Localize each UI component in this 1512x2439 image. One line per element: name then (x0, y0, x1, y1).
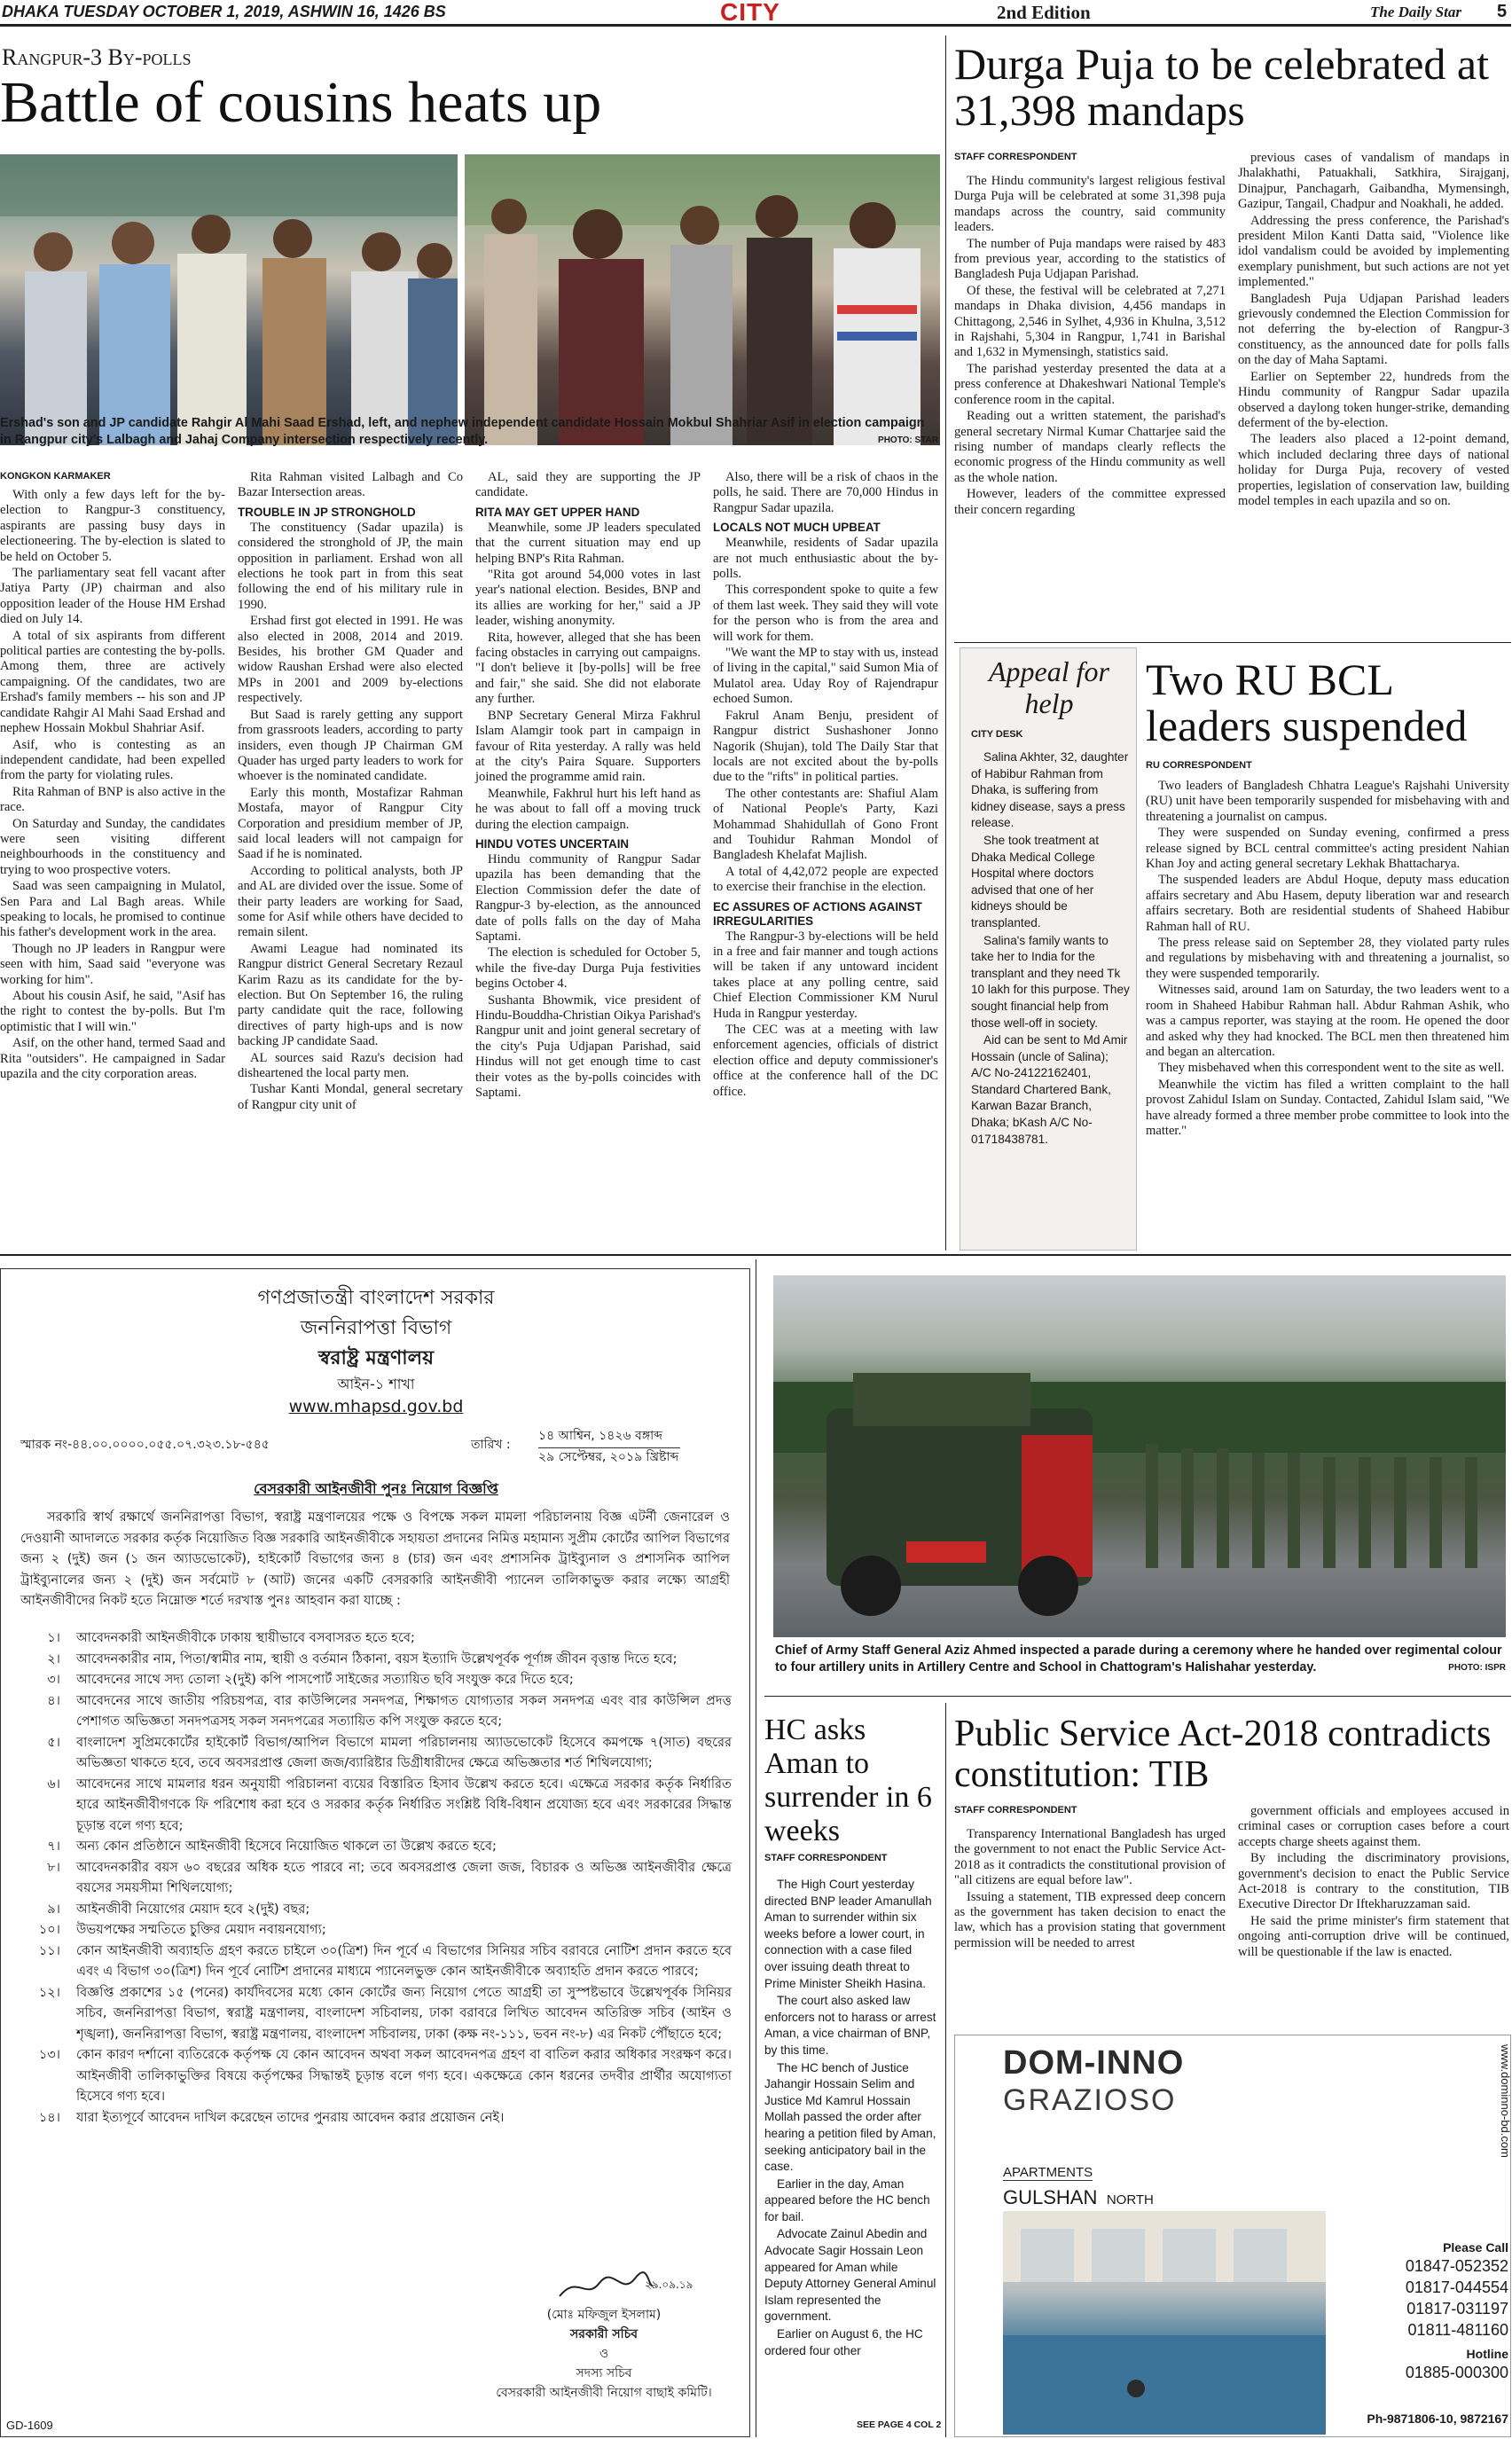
contact-block (1335, 2239, 1508, 2383)
paragraph: The court also asked law enforcers not to harass or arrest Aman, a vice chairman of BNP, by this time. (764, 1994, 936, 2057)
paragraph: Witnesses said, around 1am on Saturday, the two leaders went to a room in Shaheed Habibur Rahman hall. Abdur Rahman Ashik, who was a campus reporter, was staying at the room. He opened the door and asked why they had knocked. The BCL men then threatened him and began an altercation. (1146, 983, 1509, 1059)
photo-credit: PHOTO: ISPR (1448, 1663, 1506, 1673)
col-2-body-b (238, 521, 463, 1113)
paragraph: They were suspended on Sunday evening, confirmed a press release signed by BCL central committee's acting president Nahian Khan Joy and acting general secretary Lekhak Bhattacharya. (1146, 826, 1509, 872)
paragraph: previous cases of vandalism of mandaps in Jhalakhathi, Patuakhali, Satkhira, Sirajganj, Dinajpur, Panchagarh, Gaibandha, Mymensingh, Gazipur, Tangail, Chadpur and Noakhali, he added. (1238, 151, 1509, 212)
photo-saad-campaign (0, 154, 458, 445)
apartments-label: APARTMENTS (1003, 2165, 1093, 2180)
col-4-body-b (713, 536, 938, 895)
parade-scene (773, 1275, 1506, 1637)
condition-number: ৯। (47, 1901, 60, 1917)
byline: CITY DESK (971, 729, 1023, 740)
story-headline: Public Service Act-2018 contradicts constitution: TIB (954, 1714, 1492, 1795)
condition-number: ১২। (38, 1984, 60, 2000)
location-main: GULSHAN (1003, 2186, 1098, 2208)
location-sub: NORTH (1106, 2192, 1154, 2208)
paragraph: The Hindu community's largest religious festival Durga Puja will be celebrated at some 31,398 puja mandaps across the country, said community leaders. (954, 174, 1226, 235)
notice-conditions (1, 1627, 732, 2128)
paragraph: Of these, the festival will be celebrated at 7,271 mandaps in Dhaka division, 4,456 mandaps in Chittagong, 2,546 in Sylhet, 4,936 in Khulna, 3,512 in Rajshahi, 5,304 in Rangpur, 1,741 in Barishal and 1,632 in Mymensingh, statistics said. (954, 283, 1226, 360)
paragraph: government officials and employees accused in criminal cases or corruption cases before a court accepts charge sheets against them. (1238, 1804, 1509, 1849)
col-1-body (954, 174, 1226, 518)
paragraph: The other contestants are: Shafiul Alam of National People's Party, Kazi Mohammad Shahidullah of Gono Front and Touhidur Rahman Mondol of Bangladesh Khelafat Majlish. (713, 786, 938, 863)
date-bengali: ১৪ আশ্বিন, ১৪২৬ বঙ্গাব্দ (538, 1426, 680, 1448)
col-2 (1238, 1804, 1509, 1961)
col-3-body-b (475, 521, 701, 833)
col-1-body (954, 1827, 1226, 1951)
paragraph: "Rita got around 54,000 votes in last year's national election. Besides, BNP and its allies are working for her," said a JP leader, wishing anonymity. (475, 568, 701, 629)
condition-item (1, 1919, 732, 1941)
paragraph: Bangladesh Puja Udjapan Parishad leaders grievously condemned the Election Commission for not deferring the by-election of Rangpur-3 constituency, as the announced date for polls falls on the day of Maha Saptami. (1238, 291, 1509, 368)
govt-notice (0, 1268, 750, 2437)
call-label: Please Call (1443, 2240, 1508, 2255)
paragraph: About his cousin Asif, he said, "Asif has the right to contest the by-polls. But I'm optimistic that I will win." (0, 989, 225, 1034)
photo-parade (773, 1275, 1506, 1637)
brand-logo: DOM-INNO (1003, 2044, 1185, 2082)
paragraph: With only a few days left for the by-election to Rangpur-3 constituency, aspirants are passing busy days in electioneering. The by-election is slated to be held on October 5. (0, 488, 225, 564)
col-3-body-c (475, 852, 701, 1102)
col-1 (0, 470, 225, 1242)
condition-item (1, 1836, 732, 1857)
story-hc-aman (764, 1703, 945, 2437)
condition-number: ১। (47, 1630, 60, 1645)
paragraph: Earlier in the day, Aman appeared before the HC bench for bail. (764, 2176, 930, 2223)
col-1 (954, 1827, 1226, 1952)
condition-item (1, 1690, 732, 1732)
website-link[interactable]: www.mhapsd.gov.bd (288, 1397, 464, 1416)
subhead-locals: LOCALS NOT MUCH UPBEAT (713, 521, 881, 535)
col-4-body-c (713, 929, 938, 1100)
paragraph: Earlier on August 6, the HC ordered four other (764, 2327, 923, 2357)
signature-committee: বেসরকারী আইনজীবী নিয়োগ বাছাই কমিটি। (496, 2386, 712, 2400)
date-english: ২৯ সেপ্টেম্বর, ২০১৯ খ্রিষ্টাব্দ (538, 1450, 679, 1464)
paragraph: Meanwhile the victim has filed a written complaint to the hall provost Zahidul Islam on Sunday. Contacted, Zahidul Islam said, "We have already formed a three member probe committee to look into the matter." (1146, 1077, 1509, 1138)
paragraph: A total of 4,42,072 people are expected to exercise their franchise in the election. (713, 864, 938, 895)
paragraph: Hindu community of Rangpur Sadar upazila has been demanding that the Election Commission defer the date of Rangpur-3 by-election, as the announced date of polls falls on the day of Maha Saptami. (475, 851, 701, 944)
paragraph: Rita Rahman visited Lalbagh and Co Bazar Intersection areas. (238, 470, 463, 500)
col-2 (1238, 151, 1509, 671)
paper-name: The Daily Star (1370, 4, 1461, 20)
condition-number: ৮। (47, 1859, 60, 1875)
header-line1: গণপ্রজাতন্ত্রী বাংলাদেশ সরকার (257, 1287, 495, 1309)
paragraph: Though no JP leaders in Rangpur were seen with him, Saad said "everyone was working for him". (0, 941, 225, 987)
paragraph: Issuing a statement, TIB expressed deep concern as the government has taken decision to enact the law, which has a provision stating that government permission will be needed to arrest (954, 1889, 1226, 1950)
condition-text: আবেদনের সাথে জাতীয় পরিচয়পত্র, বার কাউন্সিলের সনদপত্র, শিক্ষাগত যোগ্যতার সকল সনদপত্র এবং বার কাউন্সিল প্রদত্ত পেশাগত অভিজ্ঞতা সনদপত্রসহ সকল সনদপত্রের সত্যায়িত কপি সংযুক্ত করতে হবে; (76, 1692, 732, 1729)
appeal-body (971, 749, 1131, 1149)
story-tib (954, 1703, 1511, 2026)
story-headline: Two RU BCL leaders suspended (1146, 655, 1468, 750)
byline: STAFF CORRESPONDENT (954, 1805, 1077, 1816)
paragraph: The HC bench of Justice Jahangir Hossain Selim and Justice Md Kamrul Hossain Mollah passed the order after hearing a petition filed by Aman, seeking anticipatory bail in the case. (764, 2060, 936, 2174)
project-name: GRAZIOSO (1003, 2083, 1177, 2117)
byline: KONGKON KARMAKER (0, 471, 111, 482)
notice-title: বেসরকারী আইনজীবী পুনঃ নিয়োগ বিজ্ঞপ্তি (254, 1480, 498, 1497)
col-4 (713, 470, 938, 1242)
paragraph: According to political analysts, both JP and AL are divided over the issue. Some of their party leaders are working for Saad, some for Asif while others have decided to remain silent. (238, 863, 463, 940)
paragraph: The leaders also placed a 12-point demand, which included declaring three days of national holiday for Durga Puja, recovery of vested properties, legislation of conservation law, building model temples in each upazila and so on. (1238, 432, 1509, 508)
subhead-hindu: HINDU VOTES UNCERTAIN (475, 836, 630, 851)
col-3-body-a (475, 470, 701, 501)
col-4-body-a (713, 470, 938, 516)
condition-number: ৫। (47, 1734, 60, 1750)
condition-number: ১৪। (38, 2109, 60, 2125)
paragraph: The press release said on September 28, they violated party rules and regulations by misbehaving with and threatening a journalist, so they were suspended temporarily. (1146, 936, 1509, 981)
phone-number[interactable]: 01817-044554 (1405, 2278, 1508, 2296)
paragraph: Meanwhile, residents of Sadar upazila are not much enthusiastic about the by-polls. (713, 536, 938, 582)
condition-item (1, 1649, 732, 1670)
paragraph: AL sources said Razu's decision had disheartened the local party men. (238, 1050, 463, 1081)
condition-text: বিজ্ঞপ্তি প্রকাশের ১৫ (পনের) কার্যদিবসের মধ্যে কোন কোর্টের জন্য নিয়োগ পেতে আগ্রহী তা সুস্পষ্টভাবে উল্লেখপূর্বক সিনিয়র সচিব, জননিরাপত্তা বিভাগ, স্বরাষ্ট্র মন্ত্রণালয়, বাংলাদেশ সচিবালয়, ঢাকা বরাবরে লিখিত আবেদন অতিরিক্ত সচিব (আইন ও শৃঙ্খলা), জননিরাপত্তা বিভাগ, স্বরাষ্ট্র মন্ত্রণালয়, বাংলাদেশ সচিবালয়, ঢাকা (কক্ষ নং-১১১, ভবন নং-৮) এর নিকট পৌঁছাতে হবে; (76, 1984, 732, 2042)
paragraph: A total of six aspirants from different political parties are contesting the by-polls. Among them, three are actively campaigning. Of the candidates, two are Ershad's family members -- his son and JP candidate Rahgir Al Mahi Saad Ershad and nephew Hossain Mokbul Shahriar Asif. (0, 628, 225, 736)
col-2-body (1238, 1804, 1509, 1960)
condition-text: আবেদনকারীর নাম, পিতা/স্বামীর নাম, স্থায়ী ও বর্তমান ঠিকানা, বয়স ইত্যাদি উল্লেখপূর্বক পূর্ণাঙ্গ জীবন বৃত্তান্ত দিতে হবে; (76, 1651, 678, 1667)
phone-number[interactable]: 01811-481160 (1407, 2321, 1508, 2339)
location-label (1003, 2186, 1154, 2209)
caption-text: Chief of Army Staff General Aziz Ahmed inspected a parade during a ceremony where he handed over regimental colour to four artillery units in Artillery Centre and School in Chattogram's Halishahar yesterday. (775, 1643, 1502, 1674)
signature-role: সদস্য সচিব (576, 2366, 632, 2380)
subhead-rita: RITA MAY GET UPPER HAND (475, 505, 640, 519)
divider-v3 (945, 1703, 946, 2437)
paragraph: The election is scheduled for October 5, while the five-day Durga Puja festivities begins October 4. (475, 945, 701, 992)
hotline-label: Hotline (1466, 2347, 1508, 2361)
paragraph: The number of Puja mandaps were raised by 483 from previous year, according to the statistics of Bangladesh Puja Udjapan Parishad. (954, 236, 1226, 282)
header-line2: জননিরাপত্তা বিভাগ (300, 1317, 452, 1339)
condition-item (1, 1627, 732, 1649)
divider-v1 (945, 35, 946, 1251)
paragraph: Aid can be sent to Md Amir Hossain (uncle of Salina); A/C No-24122162401, Standard Chartered Bank, Karwan Bazar Branch, Dhaka; bKash A/C No-01718438781. (971, 1033, 1128, 1146)
photo-caption (775, 1643, 1506, 1676)
signature-title: সরকারী সচিব (570, 2327, 638, 2341)
divider-h-right (954, 642, 1511, 643)
condition-item (1, 1669, 732, 1690)
story-kicker: Rangpur-3 By-polls (2, 44, 192, 70)
hc-body (764, 1877, 938, 2360)
paragraph: Meanwhile, some JP leaders speculated that the current situation may end up helping BNP's Rita Rahman. (475, 520, 701, 566)
col-2-body (1238, 151, 1509, 509)
condition-text: আবেদনকারী আইনজীবীকে ঢাকায় স্থায়ীভাবে বসবাসরত হতে হবে; (76, 1630, 415, 1645)
paragraph: The CEC was at a meeting with law enforcement agencies, officials of district election office and deputy commissioner's office at the conference hall of the DC office. (713, 1023, 938, 1099)
edition-label: 2nd Edition (997, 2, 1091, 23)
condition-number: ৩। (47, 1672, 60, 1687)
condition-item (1, 1732, 732, 1774)
date-label: তারিখ : (471, 1438, 511, 1452)
story-parade (764, 1268, 1511, 1694)
paragraph: By including the discriminatory provisions, government's decision to enact the Public Service Act-2018 is contrary to the constitution, TIB Executive Director Dr Iftekharuzzaman said. (1238, 1851, 1509, 1912)
story-headline: Durga Puja to be celebrated at 31,398 mandaps (954, 39, 1490, 135)
jump-line[interactable]: SEE PAGE 4 COL 2 (857, 2419, 942, 2430)
signature-name: (মোঃ মফিজুল ইসলাম) (546, 2308, 662, 2322)
paragraph: The suspended leaders are Abdul Hoque, deputy mass education affairs secretary and Abu Hasem, deputy liberation war and research affairs secretary. Both are residential students of Shaheed Habibur Rahman hall of RU. (1146, 873, 1509, 934)
signature-block (471, 2270, 737, 2403)
appeal-text (971, 749, 1131, 1148)
story-rangpur (0, 32, 947, 1247)
divider-h-lower (764, 1696, 1511, 1697)
condition-text: যারা ইত্যপূর্বে আবেদন দাখিল করেছেন তাদের পুনরায় আবেদন করার প্রয়োজন নেই। (76, 2109, 505, 2125)
condition-number: ১১। (38, 1942, 60, 1958)
phone-number[interactable]: 01817-031197 (1406, 2300, 1508, 2317)
condition-number: ৭। (47, 1839, 60, 1854)
story-ru-bcl (1146, 647, 1511, 1251)
col-1 (954, 174, 1226, 671)
paragraph: On Saturday and Sunday, the candidates were seen visiting different neighbourhoods in the constituency and trying to woo prospective voters. (0, 816, 225, 877)
story-headline: HC asks Aman to surrender in 6 weeks (764, 1714, 932, 1847)
ru-body (1146, 779, 1509, 1140)
condition-text: আইনজীবী নিয়োগের মেয়াদ হবে ২(দুই) বছর; (76, 1901, 310, 1917)
ad-code: GD-1609 (6, 2419, 53, 2432)
memo-number: স্মারক নং-৪৪.০০.০০০০.০৫৫.০৭.৩২৩.১৮-৫৪৫ (20, 1438, 270, 1452)
paragraph: They misbehaved when this correspondent went to the site as well. (1158, 1061, 1505, 1076)
story-headline: Battle of cousins heats up (0, 70, 602, 135)
condition-text: অন্য কোন প্রতিষ্ঠানে আইনজীবী হিসেবে নিয়োজিত থাকলে তা উল্লেখ করতে হবে; (76, 1839, 497, 1854)
signature-date: ২৯.০৯.১৯ (645, 2278, 693, 2291)
page-number: 5 (1497, 2, 1508, 21)
condition-text: কোন আইনজীবী অব্যাহতি গ্রহণ করতে চাইলে ৩০(ত্রিশ) দিন পূর্বে এ বিভাগের সিনিয়র সচিব বরাবরে নোটিশ প্রদান করতে হবে এবং এ বিভাগ ৩০(ত্রিশ) দিন পূর্বে নোটিশ প্রদানের মাধ্যমে প্যানেলভুক্ত কোন আইনজীবীকে অব্যাহতি প্রদান করতে পারবে; (76, 1942, 732, 1979)
dateline: DHAKA TUESDAY OCTOBER 1, 2019, ASHWIN 16, 1426 BS (2, 3, 446, 20)
condition-item (1, 2044, 732, 2107)
paragraph: The Rangpur-3 by-elections will be held in a free and fair manner and tough actions will be taken if any untoward incident takes place at any polling centre, said Chief Election Commissioner KM Nurul Huda in Rangpur yesterday. (713, 929, 938, 1021)
crowd-figures (0, 154, 458, 445)
paragraph: Salina's family wants to take her to India for the transplant and they need Tk 10 lakh for this purpose. They sought financial help from those well-off in society. (971, 933, 1130, 1030)
signature-and: ও (599, 2347, 609, 2361)
paragraph: However, leaders of the committee expressed their concern regarding (954, 487, 1226, 517)
condition-number: ৪। (47, 1692, 60, 1708)
paragraph: "We want the MP to stay with us, instead of living in the capital," said Sumon Mia of Mulatol area. Uday Roy of Rajendrapur echoed Sumon. (713, 646, 938, 707)
story-durga-puja (954, 32, 1511, 653)
divider-h-main (0, 1254, 1511, 1256)
condition-item (1, 2107, 732, 2129)
subhead-ec: EC ASSURES OF ACTIONS AGAINST IRREGULARITIES (713, 899, 922, 928)
paragraph: He said the prime minister's firm statement that ongoing anti-corruption drive will be continued, will be questionable if the law is enacted. (1238, 1913, 1509, 1959)
paragraph: The parliamentary seat fell vacant after Jatiya Party (JP) chairman and also opposition leader of the House HM Ershad died on July 14. (0, 566, 225, 627)
paragraph: Tushar Kanti Mondal, general secretary of Rangpur city unit of (238, 1082, 463, 1112)
paragraph: Sushanta Bhowmik, vice president of Hindu-Bouddha-Christian Oikya Parishad's Rangpur unit and joint general secretary of the city's Puja Udjapan Parishad, said Hindus will not get enough time to cast their votes as the by-polls coincides with Saptami. (475, 992, 701, 1101)
paragraph: Also, there will be a risk of chaos in the polls, he said. There are 70,000 Hindus in Rangpur Sadar upazila. (713, 470, 938, 515)
crowd-figures-2 (465, 154, 940, 445)
condition-number: ২। (47, 1651, 60, 1667)
photo-credit: PHOTO: STAR (878, 435, 938, 445)
byline: STAFF CORRESPONDENT (764, 1853, 888, 1863)
caption-text: Ershad's son and JP candidate Rahgir Al Mahi Saad Ershad, left, and nephew independent candidate Hossain Mokbul Shahriar Asif in election campaign in Rangpur city's Lalbagh and Jahaj Company intersection respectively recently. (0, 416, 925, 447)
condition-item (1, 1857, 732, 1899)
pool-scene (1003, 2211, 1326, 2435)
photo-caption-visible (0, 415, 938, 449)
paragraph: This correspondent spoke to quite a few of them last week. They said they will vote for the person who is from the area and will work for them. (713, 583, 938, 644)
paragraph: Meanwhile, Fakhrul hurt his left hand as he was about to fall off a moving truck during the election campaign. (475, 786, 701, 832)
paragraph: Fakrul Anam Benju, president of Rangpur district Sushashoner Jonno Nagorik (Shujan), told The Daily Star that locals are not excited about the by-polls due to the "rifts" in political parties. (713, 708, 938, 785)
paragraph: Asif, on the other hand, termed Saad and Rita "outsiders". He campaigned in Sadar upazila and the city corporation areas. (0, 1036, 225, 1082)
ru-text (1146, 779, 1509, 1139)
header-line4: আইন-১ শাখা (337, 1376, 415, 1392)
condition-text: আবেদনের সাথে মামলার ধরন অনুযায়ী পরিচালনা ব্যয়ের বিস্তারিত হিসাব উল্লেখ করতে হবে। এক্ষেত্রে সরকার কর্তৃক নির্ধারিত হারে আইনজীবীগণকে ফি পরিশোধ করা হবে ও সরকার কর্তৃক নির্ধারিত সংশ্লিষ্ট বিধি-বিধান প্রযোজ্য হবে এবং সরকারের সিদ্ধান্ত চূড়ান্ত বলে গণ্য হবে; (76, 1776, 732, 1833)
paragraph: Salina Akhter, 32, daughter of Habibur Rahman from Dhaka, is suffering from kidney disease, says a press release. (971, 750, 1129, 830)
header-line3: স্বরাষ্ট্র মন্ত্রণালয় (317, 1347, 435, 1369)
col-2-body-a (238, 470, 463, 501)
col-3 (475, 470, 701, 1242)
notice-intro: সরকারি স্বার্থ রক্ষার্থে জননিরাপত্তা বিভাগ, স্বরাষ্ট্র মন্ত্রণালয়ের পক্ষে ও বিপক্ষে সকল মামলা পরিচালনায় বিজ্ঞ এটর্নী জেনারেল ও দেওয়ানী আদালতে সরকার কর্তৃক নিয়োজিত বিজ্ঞ সরকারি আইনজীবীকে সহায়তা প্রদানের নিমিত্ত মহামান্য সুপ্রীম কোর্টের আপিল বিভাগের জন্য ২ (দুই) জন (১ জন অ্যাডভোকেট), হাইকোর্ট বিভাগের জন্য ৪ (চার) জন এবং প্রশাসনিক ট্রাইব্যুনাল ও প্রশাসনিক আপিল ট্রাইব্যুনালের জন্য ২ (দুই) জন সর্বমোট ৮ (আট) জনের একটি বেসরকারি আইনজীবী প্যানেল তালিকাভুক্ত করার লক্ষ্যে আগ্রহী আইনজীবীদের নিকট হতে নিম্নোক্ত শর্তে দরখাস্ত পুনঃ আহবান করা যাচ্ছে : (20, 1510, 730, 1608)
paragraph: Two leaders of Bangladesh Chhatra League's Rajshahi University (RU) unit have been temporarily suspended for misbehaving with and threatening a journalist on campus. (1146, 779, 1509, 824)
paragraph: Earlier on September 22, hundreds from the Hindu community of Rangpur Sadar upazila observed a daylong token hunger-strike, demanding deferment of the by-election. (1238, 369, 1509, 430)
section-label: CITY (720, 0, 780, 26)
paragraph: The constituency (Sadar upazila) is considered the stronghold of JP, the main opposition in parliament. Ershad won all elections he took part in from this seat following the end of his military rule in 1990. (238, 520, 463, 612)
paragraph: Saad was seen campaigning in Mulatol, Sen Para and Lal Bagh areas. While speaking to locals, he promised to continue his father's development work in the area. (0, 879, 225, 940)
hotline-number[interactable]: 01885-000300 (1405, 2364, 1508, 2381)
paragraph: The parishad yesterday presented the data at a press conference at Dhakeshwari National Temple's conference room in the capital. (954, 361, 1226, 407)
paragraph: Reading out a written statement, the parishad's general secretary Nirmal Kumar Chattarjee said the rising number of mandaps clearly reflects the economic progress of the Hindu community as well as the whole nation. (954, 409, 1226, 485)
condition-text: আবেদনের সাথে সদ্য তোলা ২(দুই) কপি পাসপোর্ট সাইজের সত্যায়িত ছবি সংযুক্ত করে দিতে হবে; (76, 1672, 574, 1687)
paragraph: Early this month, Mostafizar Rahman Mostafa, mayor of Rangpur City Corporation and presidium member of JP, said local leaders will not campaign for Saad if he is nominated. (238, 785, 463, 862)
story-headline: Appeal for help (989, 655, 1109, 719)
phone-number[interactable]: 01847-052352 (1405, 2257, 1508, 2275)
paragraph: Addressing the press conference, the Parishad's president Milon Kanti Datta said, "Violence like idol vandalism could be avoided by implementing exemplary punishment, but such actions are not yet implemented." (1238, 213, 1509, 290)
condition-text: আবেদনকারীর বয়স ৬০ বছরের অধিক হতে পারবে না; তবে অবসরপ্রাপ্ত জেলা জজ, বিচারক ও অভিজ্ঞ আইনজীবীর ক্ষেত্রে বয়সের সময়সীমা শিথিলযোগ্য; (76, 1859, 732, 1895)
dominno-ad (954, 2035, 1511, 2437)
condition-item (1, 1774, 732, 1837)
byline: RU CORRESPONDENT (1146, 760, 1252, 771)
paragraph: Asif, who is contesting as an independent candidate, had been expelled from the party for violating rules. (0, 737, 225, 783)
paragraph: Awami League had nominated its Rangpur district General Secretary Rezaul Karim Razu as its candidate for the by-election. But On September 16, the ruling party candidate quit the race, following directives of party high-ups and is now backing JP candidate Saad. (238, 941, 463, 1049)
paragraph: BNP Secretary General Mirza Fakhrul Islam Alamgir took part in campaign in favour of Rita yesterday. A rally was held at the city's Paira Square. Supporters joined the programme amid rain. (475, 708, 701, 785)
condition-text: বাংলাদেশ সুপ্রিমকোর্টের হাইকোর্ট বিভাগ/আপিল বিভাগে মামলা পরিচালনায় অ্যাডভোকেট হিসেবে কমপক্ষে ৭(সাত) বছরের অভিজ্ঞতা থাকতে হবে, তবে অবসরপ্রাপ্ত জেলা জজ/ব্যারিষ্টার ডিগ্রীধারীদের ক্ষেত্রে অভিজ্ঞতার শর্ত শিথিলযোগ্য; (76, 1734, 732, 1770)
hc-text (764, 1877, 938, 2359)
condition-number: ১৩। (38, 2047, 60, 2062)
col-1-body (0, 488, 225, 1082)
paragraph: AL, said they are supporting the JP candidate. (475, 470, 701, 500)
condition-number: ১০। (38, 1922, 60, 1937)
paragraph: She took treatment at Dhaka Medical College Hospital where doctors advised that one of her kidneys should be transplanted. (971, 833, 1099, 929)
condition-item (1, 1982, 732, 2045)
story-appeal (960, 647, 1137, 1251)
ph-line: Ph-9871806-10, 9872167 (1367, 2412, 1508, 2426)
website-vertical[interactable]: www.dominno-bd.com (1499, 2044, 1512, 2158)
paragraph: The High Court yesterday directed BNP leader Amanullah Aman to surrender within six weeks before a lower court, in connection with a case filed over issuing death threat to Prime Minister Sheikh Hasina. (764, 1878, 932, 1990)
paragraph: But Saad is rarely getting any support from grassroots leaders, according to party insiders, even though JP Chairman GM Quader has urged party leaders to work for whoever is the nominated candidate. (238, 707, 463, 784)
condition-number: ৬। (47, 1776, 60, 1792)
conditions-list (1, 1627, 732, 2128)
notice-header (1, 1283, 751, 1418)
paragraph: Ershad first got elected in 1991. He was also elected in 2008, 2014 and 2019. Besides, his brother GM Quader and widow Raushan Ershad were also elected MPs in 2001 and 2009 by-elections respectively. (238, 614, 463, 706)
signature-scribble (551, 2270, 657, 2305)
condition-item (1, 1941, 732, 1982)
paragraph: Rita Rahman of BNP is also active in the race. (0, 784, 225, 815)
byline: STAFF CORRESPONDENT (954, 152, 1077, 162)
condition-text: উভয়পক্ষের সম্মতিতে চুক্তির মেয়াদ নবায়নযোগ্য; (76, 1922, 326, 1937)
phone-list (1335, 2255, 1508, 2341)
paragraph: Advocate Zainul Abedin and Advocate Sagir Hossain Leon appeared for Aman while Deputy Attorney General Aminul Islam represented the government. (764, 2227, 936, 2324)
photo-asif-campaign (465, 154, 940, 445)
subhead-jp: TROUBLE IN JP STRONGHOLD (238, 505, 416, 519)
condition-item (1, 1899, 732, 1920)
paragraph: Transparency International Bangladesh has urged the government to not enact the Public Service Act-2018 as it contradicts the constitutional provision of "all citizens are equal before law". (954, 1827, 1226, 1888)
paragraph: Rita, however, alleged that she has been facing obstacles in carrying out campaigns. "I don't believe it [by-polls] will be free and fair," she said. She did not elaborate any further. (475, 630, 701, 707)
pool-photo (1003, 2211, 1326, 2435)
col-2 (238, 470, 463, 1242)
masthead (0, 0, 1511, 27)
condition-text: কোন কারণ দর্শানো ব্যতিরেকে কর্তৃপক্ষ যে কোন আবেদন অথবা সকল আবেদনপত্র গ্রহণ বা বাতিল করার অধিকার সংরক্ষণ করে। আইনজীবী তালিকাভুক্তির বিষয়ে কর্তৃপক্ষের সিদ্ধান্তই চূড়ান্ত বলে গণ্য হবে। একক্ষেত্রে কোন ধরনের তদবীর প্রার্থীর অযোগ্যতা হিসেবে গণ্য হবে। (76, 2047, 732, 2104)
